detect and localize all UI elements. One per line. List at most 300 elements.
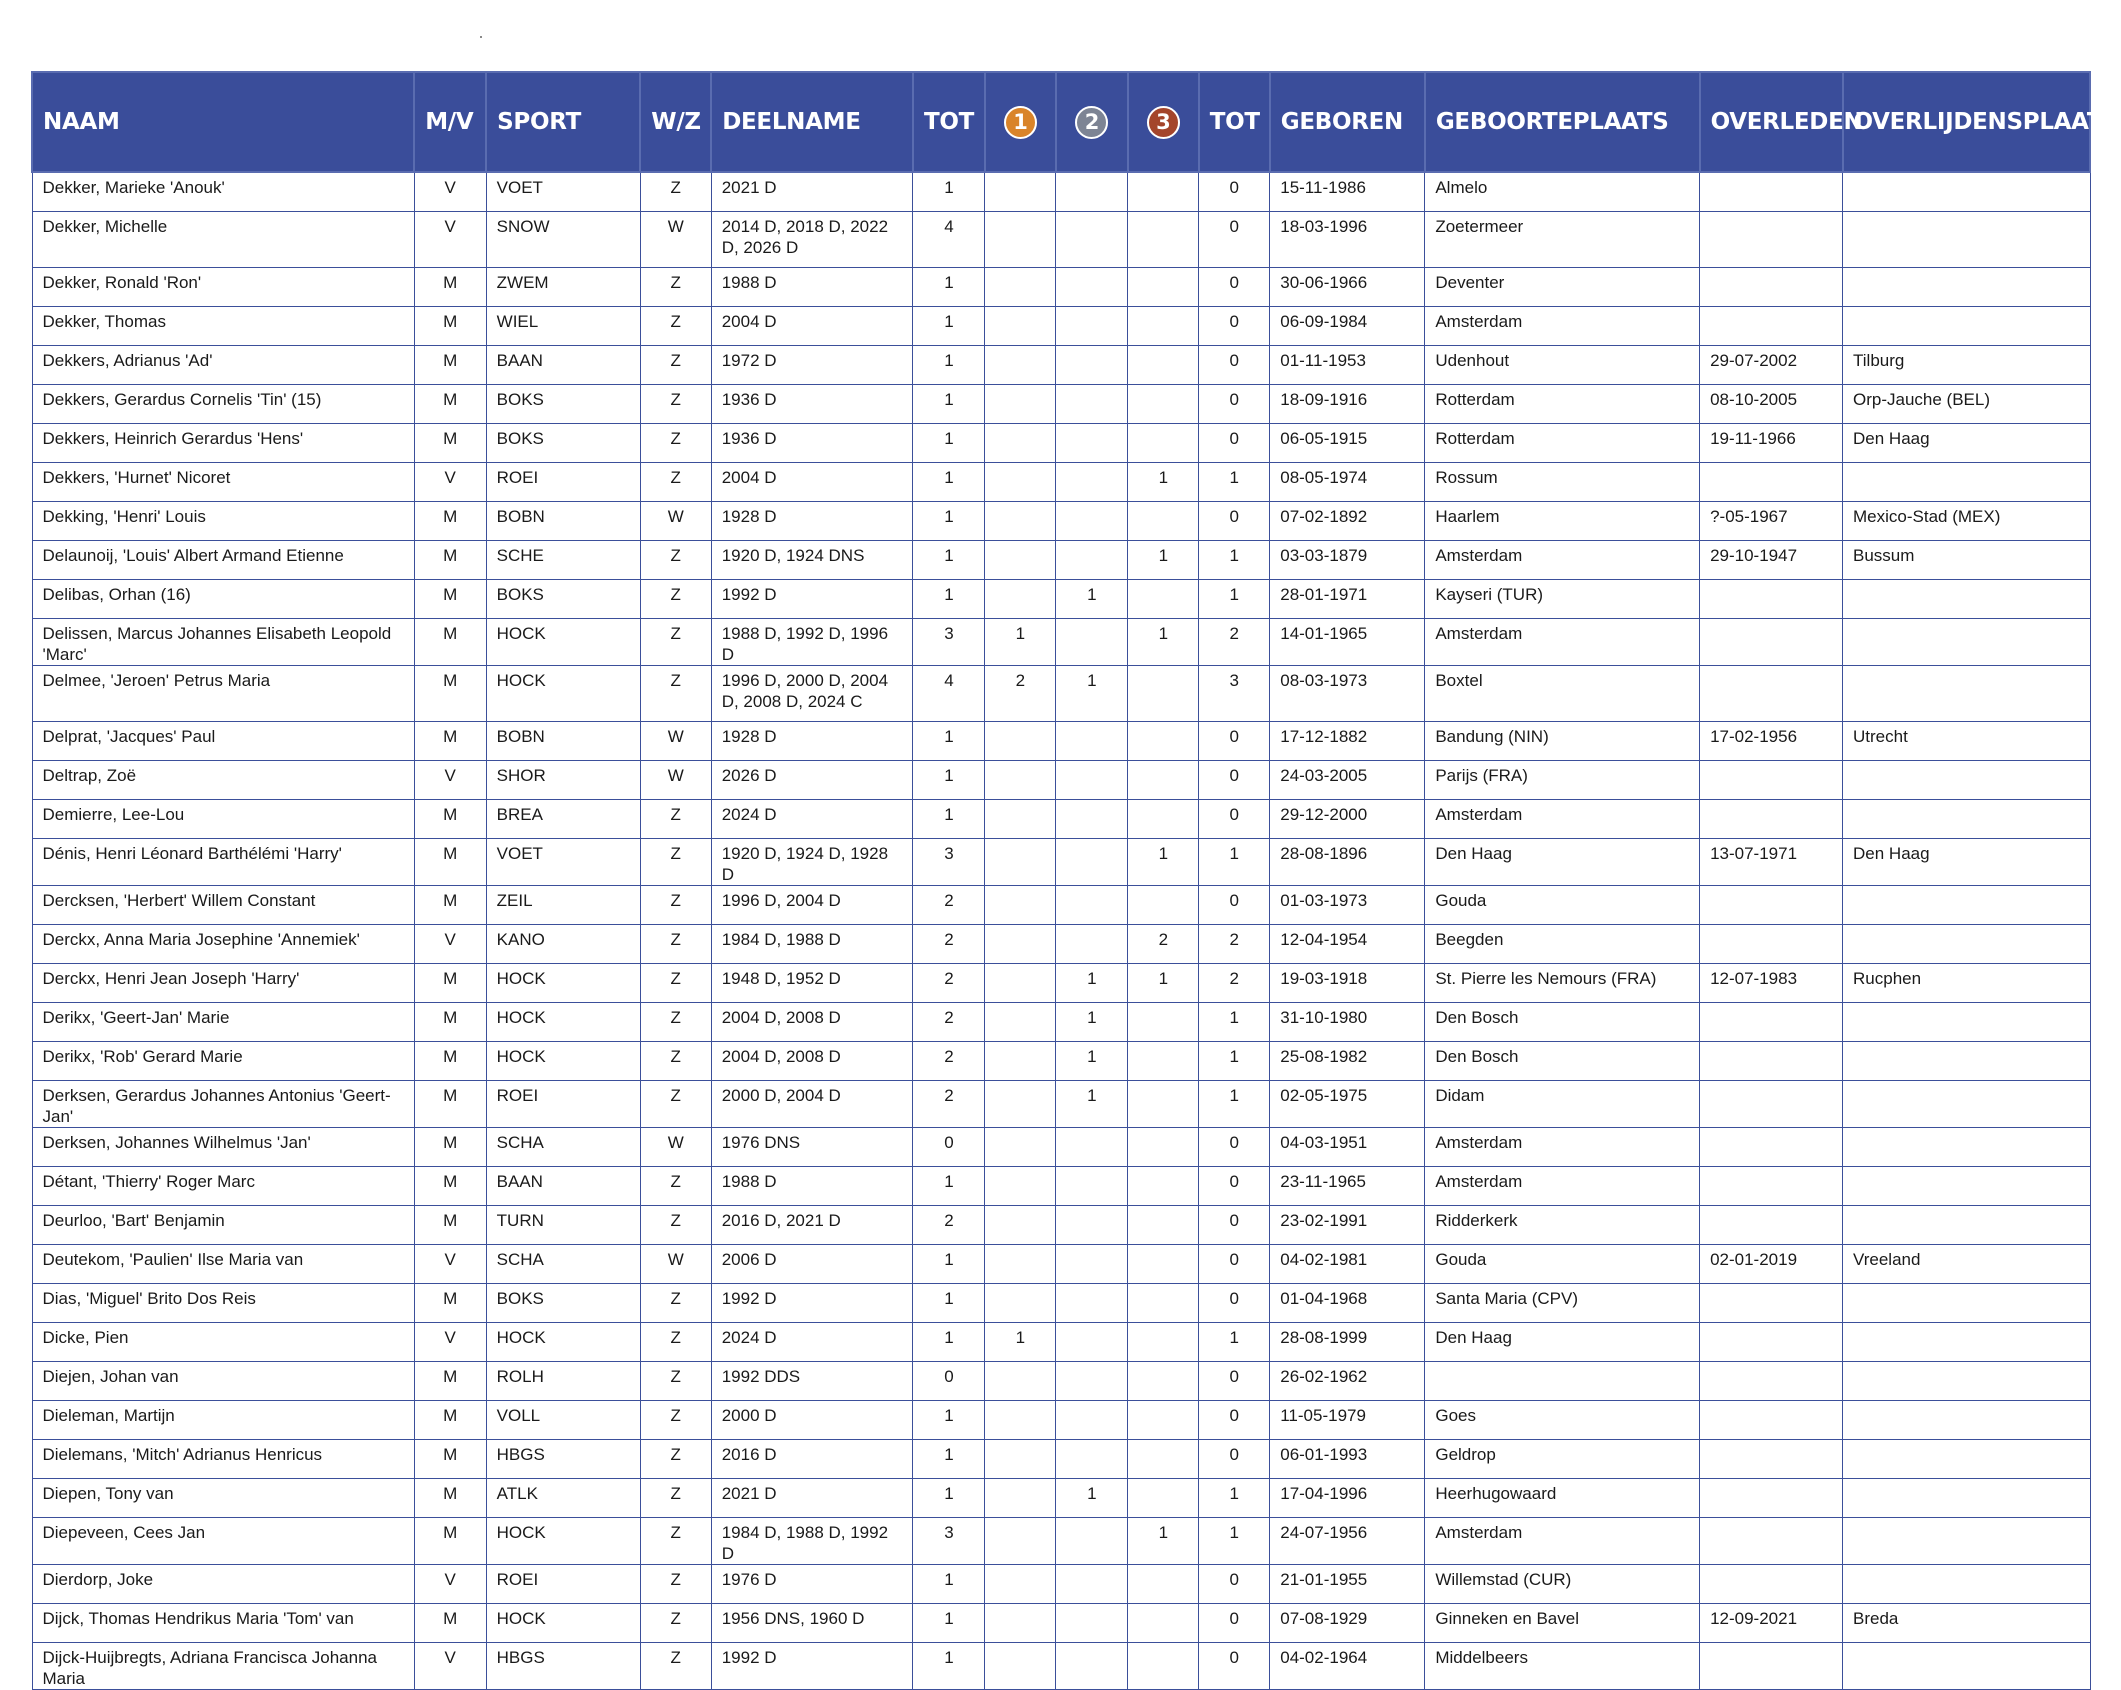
cell-bronze — [1128, 1643, 1199, 1690]
cell-bronze: 1 — [1128, 463, 1199, 502]
cell-overlijdensplaats — [1843, 1565, 2090, 1604]
cell-medal-total: 0 — [1199, 1167, 1270, 1206]
cell-overleden — [1700, 666, 1843, 722]
cell-wz: Z — [640, 1440, 711, 1479]
cell-geboren: 02-05-1975 — [1270, 1081, 1425, 1128]
cell-geboren: 30-06-1966 — [1270, 268, 1425, 307]
table-row[interactable] — [32, 1401, 2090, 1440]
cell-tot: 2 — [913, 1206, 985, 1245]
cell-sport: BOKS — [486, 1284, 640, 1323]
cell-overleden — [1700, 1167, 1843, 1206]
cell-bronze — [1128, 580, 1199, 619]
cell-gold — [985, 964, 1056, 1003]
table-row[interactable] — [32, 212, 2090, 268]
cell-bronze — [1128, 1479, 1199, 1518]
cell-tot: 1 — [913, 1643, 985, 1690]
cell-geboorteplaats: Beegden — [1425, 925, 1700, 964]
cell-gold — [985, 1518, 1056, 1565]
cell-overlijdensplaats — [1843, 307, 2090, 346]
cell-silver — [1056, 619, 1128, 666]
cell-sport: BOBN — [486, 722, 640, 761]
cell-overleden: 13-07-1971 — [1700, 839, 1843, 886]
cell-overlijdensplaats — [1843, 1323, 2090, 1362]
table-row[interactable] — [32, 886, 2090, 925]
table-row[interactable] — [32, 346, 2090, 385]
table-row[interactable] — [32, 1128, 2090, 1167]
cell-geboorteplaats: Bandung (NIN) — [1425, 722, 1700, 761]
table-row[interactable] — [32, 172, 2090, 212]
cell-wz: Z — [640, 839, 711, 886]
cell-overlijdensplaats — [1843, 1643, 2090, 1690]
cell-overlijdensplaats: Den Haag — [1843, 839, 2090, 886]
cell-tot: 1 — [913, 1479, 985, 1518]
cell-overlijdensplaats — [1843, 1081, 2090, 1128]
cell-overlijdensplaats — [1843, 1042, 2090, 1081]
cell-geboorteplaats: Rotterdam — [1425, 385, 1700, 424]
table-row[interactable] — [32, 1167, 2090, 1206]
cell-bronze: 1 — [1128, 619, 1199, 666]
cell-overleden — [1700, 1479, 1843, 1518]
cell-gold — [985, 839, 1056, 886]
col-silver[interactable] — [1056, 72, 1128, 172]
table-row[interactable] — [32, 1245, 2090, 1284]
cell-sport: ROEI — [486, 463, 640, 502]
cell-geboorteplaats: Den Bosch — [1425, 1003, 1700, 1042]
cell-bronze — [1128, 346, 1199, 385]
cell-mv: M — [414, 722, 486, 761]
athlete-register — [31, 71, 2119, 1688]
col-mv[interactable]: M/V — [414, 72, 486, 172]
cell-sport: HBGS — [486, 1643, 640, 1690]
cell-silver — [1056, 1128, 1128, 1167]
cell-geboren: 07-02-1892 — [1270, 502, 1425, 541]
cell-gold — [985, 424, 1056, 463]
cell-silver — [1056, 502, 1128, 541]
cell-geboren: 17-04-1996 — [1270, 1479, 1425, 1518]
cell-gold — [985, 800, 1056, 839]
table-row[interactable] — [32, 1643, 2090, 1690]
cell-overlijdensplaats: Orp-Jauche (BEL) — [1843, 385, 2090, 424]
cell-geboorteplaats: Den Haag — [1425, 839, 1700, 886]
cell-bronze — [1128, 1206, 1199, 1245]
cell-sport: SCHA — [486, 1245, 640, 1284]
cell-deelname: 1920 D, 1924 DNS — [711, 541, 913, 580]
cell-bronze — [1128, 212, 1199, 268]
cell-naam: Derckx, Henri Jean Joseph 'Harry' — [32, 964, 414, 1003]
cell-silver — [1056, 1362, 1128, 1401]
cell-gold — [985, 212, 1056, 268]
table-row[interactable] — [32, 1284, 2090, 1323]
cell-tot: 1 — [913, 346, 985, 385]
cell-mv: V — [414, 925, 486, 964]
table-row[interactable] — [32, 964, 2090, 1003]
cell-mv: M — [414, 619, 486, 666]
cell-gold — [985, 172, 1056, 212]
cell-medal-total: 0 — [1199, 1565, 1270, 1604]
table-row[interactable] — [32, 839, 2090, 886]
cell-bronze — [1128, 385, 1199, 424]
cell-geboorteplaats: Amsterdam — [1425, 307, 1700, 346]
cell-deelname: 2021 D — [711, 172, 913, 212]
cell-geboorteplaats: Amsterdam — [1425, 619, 1700, 666]
cell-bronze — [1128, 722, 1199, 761]
table-row[interactable] — [32, 502, 2090, 541]
cell-geboren: 17-12-1882 — [1270, 722, 1425, 761]
cell-geboorteplaats: Amsterdam — [1425, 1518, 1700, 1565]
cell-tot: 3 — [913, 1518, 985, 1565]
cell-sport: HOCK — [486, 619, 640, 666]
cell-deelname: 2004 D — [711, 307, 913, 346]
cell-naam: Derckx, Anna Maria Josephine 'Annemiek' — [32, 925, 414, 964]
cell-bronze — [1128, 1604, 1199, 1643]
cell-medal-total: 0 — [1199, 800, 1270, 839]
table-row[interactable] — [32, 1604, 2090, 1643]
cell-overlijdensplaats: Breda — [1843, 1604, 2090, 1643]
col-wz[interactable]: W/Z — [640, 72, 711, 172]
cell-wz: Z — [640, 1081, 711, 1128]
cell-deelname: 1948 D, 1952 D — [711, 964, 913, 1003]
cell-wz: Z — [640, 1362, 711, 1401]
cell-naam: Dénis, Henri Léonard Barthélémi 'Harry' — [32, 839, 414, 886]
cell-sport: KANO — [486, 925, 640, 964]
table-row[interactable] — [32, 385, 2090, 424]
cell-naam: Deutekom, 'Paulien' Ilse Maria van — [32, 1245, 414, 1284]
table-row[interactable] — [32, 541, 2090, 580]
cell-tot: 4 — [913, 666, 985, 722]
cell-mv: M — [414, 502, 486, 541]
cell-mv: M — [414, 1440, 486, 1479]
col-geboorteplaats[interactable]: GEBOORTEPLAATS — [1425, 72, 1700, 172]
cell-wz: Z — [640, 886, 711, 925]
cell-tot: 1 — [913, 1284, 985, 1323]
cell-bronze — [1128, 502, 1199, 541]
cell-mv: V — [414, 1323, 486, 1362]
cell-sport: VOET — [486, 839, 640, 886]
col-tot-medals[interactable]: TOT — [1199, 72, 1270, 172]
cell-mv: M — [414, 1401, 486, 1440]
cell-silver: 1 — [1056, 1003, 1128, 1042]
table-row[interactable] — [32, 761, 2090, 800]
cell-deelname: 2016 D, 2021 D — [711, 1206, 913, 1245]
cell-silver — [1056, 761, 1128, 800]
cell-overleden — [1700, 1643, 1843, 1690]
cell-wz: Z — [640, 1479, 711, 1518]
cell-naam: Dekkers, 'Hurnet' Nicoret — [32, 463, 414, 502]
cell-tot: 2 — [913, 1003, 985, 1042]
cell-tot: 1 — [913, 1440, 985, 1479]
cell-mv: M — [414, 839, 486, 886]
table-row[interactable] — [32, 1362, 2090, 1401]
col-deelname[interactable]: DEELNAME — [711, 72, 913, 172]
cell-mv: M — [414, 800, 486, 839]
cell-wz: W — [640, 212, 711, 268]
cell-medal-total: 0 — [1199, 268, 1270, 307]
table-row[interactable] — [32, 268, 2090, 307]
table-row[interactable] — [32, 1565, 2090, 1604]
table-row[interactable] — [32, 463, 2090, 502]
cell-silver — [1056, 886, 1128, 925]
cell-overleden — [1700, 886, 1843, 925]
cell-bronze: 1 — [1128, 839, 1199, 886]
cell-medal-total: 0 — [1199, 761, 1270, 800]
cell-wz: Z — [640, 307, 711, 346]
cell-geboorteplaats: Parijs (FRA) — [1425, 761, 1700, 800]
cell-bronze — [1128, 1003, 1199, 1042]
cell-sport: HBGS — [486, 1440, 640, 1479]
cell-mv: M — [414, 580, 486, 619]
cell-bronze: 2 — [1128, 925, 1199, 964]
table-row[interactable] — [32, 619, 2090, 666]
cell-medal-total: 0 — [1199, 212, 1270, 268]
cell-sport: BOBN — [486, 502, 640, 541]
cell-naam: Dias, 'Miguel' Brito Dos Reis — [32, 1284, 414, 1323]
cell-silver — [1056, 1518, 1128, 1565]
cell-medal-total: 0 — [1199, 424, 1270, 463]
cell-tot: 1 — [913, 1604, 985, 1643]
cell-geboorteplaats: Gouda — [1425, 1245, 1700, 1284]
cell-mv: M — [414, 307, 486, 346]
cell-wz: W — [640, 1128, 711, 1167]
cell-geboren: 19-03-1918 — [1270, 964, 1425, 1003]
cell-gold — [985, 502, 1056, 541]
cell-overleden — [1700, 1081, 1843, 1128]
cell-gold — [985, 925, 1056, 964]
cell-tot: 3 — [913, 839, 985, 886]
cell-overlijdensplaats — [1843, 1362, 2090, 1401]
cell-geboren: 08-05-1974 — [1270, 463, 1425, 502]
col-bronze[interactable] — [1128, 72, 1199, 172]
cell-silver: 1 — [1056, 1042, 1128, 1081]
table-row[interactable] — [32, 1440, 2090, 1479]
cell-naam: Dieleman, Martijn — [32, 1401, 414, 1440]
cell-gold — [985, 385, 1056, 424]
cell-overlijdensplaats — [1843, 666, 2090, 722]
cell-wz: Z — [640, 1604, 711, 1643]
cell-overleden — [1700, 212, 1843, 268]
cell-sport: BOKS — [486, 385, 640, 424]
cell-overlijdensplaats — [1843, 172, 2090, 212]
cell-geboorteplaats: Amsterdam — [1425, 1128, 1700, 1167]
cell-sport: BREA — [486, 800, 640, 839]
cell-overleden — [1700, 800, 1843, 839]
cell-naam: Diepeveen, Cees Jan — [32, 1518, 414, 1565]
cell-geboren: 06-09-1984 — [1270, 307, 1425, 346]
cell-overlijdensplaats — [1843, 1518, 2090, 1565]
cell-medal-total: 0 — [1199, 172, 1270, 212]
cell-gold — [985, 1167, 1056, 1206]
cell-wz: Z — [640, 800, 711, 839]
cell-gold — [985, 1565, 1056, 1604]
cell-geboren: 06-01-1993 — [1270, 1440, 1425, 1479]
cell-sport: HOCK — [486, 1323, 640, 1362]
cell-gold — [985, 1440, 1056, 1479]
cell-gold — [985, 1401, 1056, 1440]
cell-medal-total: 0 — [1199, 1401, 1270, 1440]
cell-geboorteplaats: Middelbeers — [1425, 1643, 1700, 1690]
cell-mv: M — [414, 1081, 486, 1128]
table-row[interactable] — [32, 1081, 2090, 1128]
cell-wz: Z — [640, 541, 711, 580]
cell-wz: Z — [640, 1206, 711, 1245]
cell-overlijdensplaats: Bussum — [1843, 541, 2090, 580]
table-row[interactable] — [32, 580, 2090, 619]
cell-gold — [985, 463, 1056, 502]
cell-overleden — [1700, 1565, 1843, 1604]
col-overleden[interactable]: OVERLEDEN — [1700, 72, 1843, 172]
cell-silver — [1056, 172, 1128, 212]
cell-wz: Z — [640, 619, 711, 666]
cell-geboorteplaats: Amsterdam — [1425, 800, 1700, 839]
cell-medal-total: 0 — [1199, 1643, 1270, 1690]
cell-overlijdensplaats — [1843, 761, 2090, 800]
cell-wz: Z — [640, 1042, 711, 1081]
cell-mv: M — [414, 385, 486, 424]
cell-geboren: 04-02-1981 — [1270, 1245, 1425, 1284]
cell-geboren: 29-12-2000 — [1270, 800, 1425, 839]
cell-tot: 2 — [913, 925, 985, 964]
cell-bronze — [1128, 1128, 1199, 1167]
table-row[interactable] — [32, 307, 2090, 346]
cell-deelname: 1920 D, 1924 D, 1928 D — [711, 839, 913, 886]
table-row[interactable] — [32, 1042, 2090, 1081]
cell-wz: Z — [640, 424, 711, 463]
cell-mv: M — [414, 666, 486, 722]
cell-naam: Dierdorp, Joke — [32, 1565, 414, 1604]
cell-medal-total: 0 — [1199, 1284, 1270, 1323]
cell-geboorteplaats: Rossum — [1425, 463, 1700, 502]
cell-wz: Z — [640, 1167, 711, 1206]
cell-deelname: 1992 D — [711, 1284, 913, 1323]
cell-medal-total: 2 — [1199, 619, 1270, 666]
cell-sport: ROEI — [486, 1081, 640, 1128]
table-row[interactable] — [32, 800, 2090, 839]
cell-sport: HOCK — [486, 964, 640, 1003]
cell-deelname: 1976 D — [711, 1565, 913, 1604]
cell-medal-total: 0 — [1199, 307, 1270, 346]
cell-deelname: 2004 D, 2008 D — [711, 1042, 913, 1081]
table-row[interactable] — [32, 424, 2090, 463]
table-row[interactable] — [32, 1518, 2090, 1565]
cell-wz: W — [640, 1245, 711, 1284]
cell-mv: V — [414, 463, 486, 502]
cell-overlijdensplaats: Mexico-Stad (MEX) — [1843, 502, 2090, 541]
cell-geboren: 07-08-1929 — [1270, 1604, 1425, 1643]
cell-overleden: 12-09-2021 — [1700, 1604, 1843, 1643]
cell-wz: Z — [640, 463, 711, 502]
cell-medal-total: 0 — [1199, 886, 1270, 925]
cell-mv: M — [414, 1518, 486, 1565]
cell-wz: Z — [640, 346, 711, 385]
cell-geboorteplaats: Heerhugowaard — [1425, 1479, 1700, 1518]
cell-wz: Z — [640, 964, 711, 1003]
col-tot-participations[interactable]: TOT — [913, 72, 985, 172]
col-sport[interactable]: SPORT — [486, 72, 640, 172]
cell-overleden — [1700, 761, 1843, 800]
cell-naam: Derikx, 'Rob' Gerard Marie — [32, 1042, 414, 1081]
cell-geboorteplaats: Udenhout — [1425, 346, 1700, 385]
cell-overleden — [1700, 1042, 1843, 1081]
col-geboren[interactable]: GEBOREN — [1270, 72, 1425, 172]
cell-gold: 2 — [985, 666, 1056, 722]
cell-bronze — [1128, 761, 1199, 800]
col-overlijdensplaats[interactable]: OVERLIJDENSPLAATS — [1843, 72, 2090, 172]
cell-medal-total: 1 — [1199, 1518, 1270, 1565]
cell-tot: 1 — [913, 385, 985, 424]
cell-naam: Dercksen, 'Herbert' Willem Constant — [32, 886, 414, 925]
cell-medal-total: 0 — [1199, 1245, 1270, 1284]
cell-gold — [985, 268, 1056, 307]
cell-deelname: 1984 D, 1988 D, 1992 D — [711, 1518, 913, 1565]
cell-naam: Diepen, Tony van — [32, 1479, 414, 1518]
cell-bronze — [1128, 666, 1199, 722]
cell-overleden — [1700, 1323, 1843, 1362]
cell-overleden: ?-05-1967 — [1700, 502, 1843, 541]
cell-naam: Derksen, Gerardus Johannes Antonius 'Geert-Jan' — [32, 1081, 414, 1128]
cell-bronze: 1 — [1128, 541, 1199, 580]
cell-medal-total: 0 — [1199, 1604, 1270, 1643]
cell-medal-total: 0 — [1199, 722, 1270, 761]
table-row[interactable] — [32, 1206, 2090, 1245]
cell-naam: Dekker, Michelle — [32, 212, 414, 268]
cell-overlijdensplaats — [1843, 619, 2090, 666]
table-row[interactable] — [32, 1323, 2090, 1362]
cell-silver — [1056, 212, 1128, 268]
cell-overlijdensplaats — [1843, 1003, 2090, 1042]
cell-bronze — [1128, 172, 1199, 212]
cell-naam: Demierre, Lee-Lou — [32, 800, 414, 839]
cell-overleden — [1700, 1440, 1843, 1479]
cell-silver — [1056, 1440, 1128, 1479]
table-row[interactable] — [32, 925, 2090, 964]
table-row[interactable] — [32, 666, 2090, 722]
cell-deelname: 2026 D — [711, 761, 913, 800]
cell-gold: 1 — [985, 619, 1056, 666]
cell-geboorteplaats: Geldrop — [1425, 1440, 1700, 1479]
cell-silver — [1056, 1284, 1128, 1323]
cell-sport: ZEIL — [486, 886, 640, 925]
cell-silver — [1056, 1643, 1128, 1690]
cell-tot: 1 — [913, 580, 985, 619]
cell-tot: 1 — [913, 307, 985, 346]
col-naam[interactable]: NAAM — [32, 72, 414, 172]
cell-overlijdensplaats — [1843, 1479, 2090, 1518]
cell-mv: V — [414, 761, 486, 800]
cell-overleden — [1700, 1003, 1843, 1042]
col-gold[interactable] — [985, 72, 1056, 172]
cell-medal-total: 0 — [1199, 1206, 1270, 1245]
cell-wz: Z — [640, 385, 711, 424]
cell-sport: SHOR — [486, 761, 640, 800]
table-row[interactable] — [32, 1479, 2090, 1518]
table-row[interactable] — [32, 722, 2090, 761]
cell-geboorteplaats: Den Bosch — [1425, 1042, 1700, 1081]
cell-bronze — [1128, 1362, 1199, 1401]
cell-wz: Z — [640, 1323, 711, 1362]
cell-overleden — [1700, 1284, 1843, 1323]
table-row[interactable] — [32, 1003, 2090, 1042]
cell-naam: Dicke, Pien — [32, 1323, 414, 1362]
cell-overleden — [1700, 1518, 1843, 1565]
cell-overlijdensplaats — [1843, 886, 2090, 925]
cell-tot: 1 — [913, 172, 985, 212]
cell-gold — [985, 307, 1056, 346]
cell-silver — [1056, 346, 1128, 385]
cell-wz: Z — [640, 925, 711, 964]
cell-medal-total: 1 — [1199, 1479, 1270, 1518]
cell-sport: VOLL — [486, 1401, 640, 1440]
cell-silver — [1056, 541, 1128, 580]
cell-naam: Deltrap, Zoë — [32, 761, 414, 800]
